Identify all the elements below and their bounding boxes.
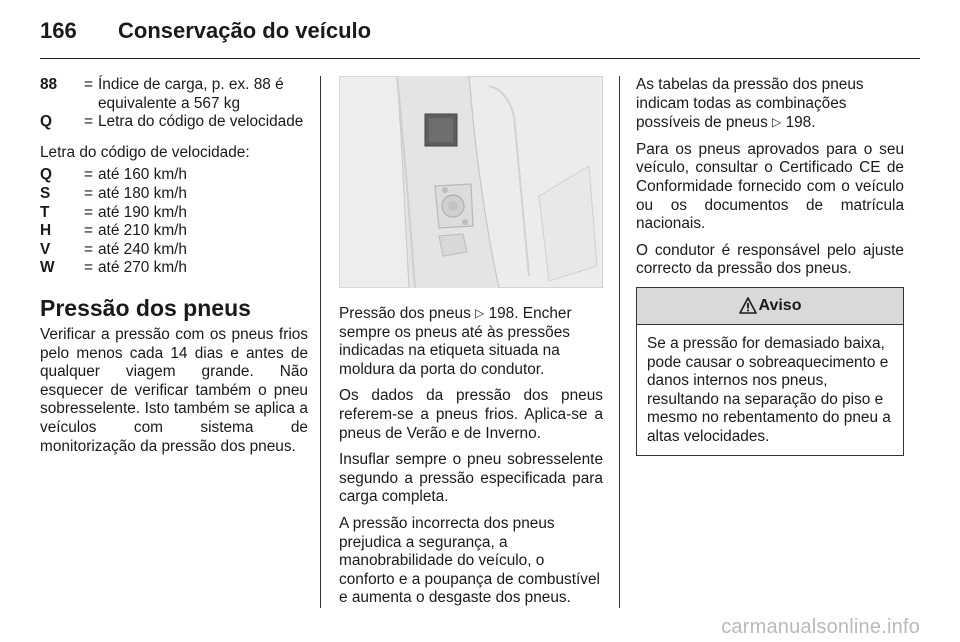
tyre-code-definitions: [40, 76, 308, 132]
para-text: As tabelas da pressão dos pneus indicam todas as combinações possíveis de pneus: [636, 76, 864, 132]
speed-code-list: [40, 166, 308, 278]
speed-code-row: [40, 166, 308, 185]
para-text: .: [811, 114, 816, 132]
reference-arrow-icon: ▷: [475, 306, 485, 320]
warning-text: Se a pressão for demasiado baixa, pode causar o sobreaquecimento e danos internos nos pneus, resultando na separação do piso e mesmo no rebentamento do pneu a altas velocidades.: [647, 334, 891, 445]
column-divider-right: [619, 76, 620, 608]
reference-arrow-icon: ▷: [772, 115, 782, 130]
page-reference: 198: [488, 305, 515, 322]
chapter-title: Conservação do veículo: [118, 18, 372, 43]
definition-value: Letra do código de velocidade: [98, 113, 304, 131]
speed-code-row: [40, 259, 308, 278]
warning-header: [637, 288, 903, 325]
watermark: carmanualsonline.info: [721, 616, 920, 638]
driver-responsibility-paragraph: O condutor é responsável pelo ajuste correcto da pressão dos pneus.: [636, 241, 904, 278]
definition-key: 88: [40, 76, 58, 93]
speed-code-value: até 270 km/h: [98, 259, 187, 277]
warning-box: [636, 287, 904, 456]
speed-code-equals: =: [84, 184, 93, 202]
speed-code-equals: =: [84, 203, 93, 221]
warning-triangle-icon: [739, 297, 757, 314]
speed-code-value: até 180 km/h: [98, 184, 187, 202]
column-right: [636, 76, 904, 456]
pressure-tables-paragraph: [636, 76, 904, 133]
page-reference: 198: [785, 114, 812, 132]
definition-row: [40, 113, 308, 132]
definition-value: Índice de carga, p. ex. 88 é equivalente a 567 kg: [98, 76, 284, 112]
page-number: 166: [40, 18, 77, 43]
speed-code-equals: =: [84, 166, 93, 184]
tyre-pressure-paragraph-1: [339, 304, 603, 379]
speed-code-equals: =: [84, 222, 93, 240]
speed-code-key: V: [40, 240, 51, 258]
page-header: [40, 14, 920, 59]
door-frame-illustration: [339, 76, 603, 288]
section-paragraph: Verificar a pressão com os pneus frios pelo menos cada 14 dias e antes de qualquer viagem grande. Não esquecer de verificar também o pneu sobresselente. Isto também se aplica a veículos com sistema de monitorização da pressão dos pneus.: [40, 325, 308, 455]
para-text: Pressão dos pneus: [339, 305, 471, 322]
approved-tyres-paragraph: Para os pneus aprovados para o seu veículo, consultar o Certificado CE de Conformidade fornecido com o veículo ou os documentos de matrícula nacionais.: [636, 140, 904, 233]
speed-code-value: até 190 km/h: [98, 203, 187, 221]
definition-key: Q: [40, 113, 52, 131]
speed-code-key: W: [40, 259, 55, 277]
speed-code-row: [40, 241, 308, 260]
warning-title: Aviso: [758, 296, 802, 314]
speed-code-value: até 240 km/h: [98, 240, 187, 258]
section-title: Pressão dos pneus: [40, 294, 251, 321]
speed-code-row: [40, 222, 308, 241]
speed-code-equals: =: [84, 240, 93, 258]
column-divider-left: [320, 76, 321, 608]
speed-code-key: S: [40, 184, 51, 202]
para-text: . Encher sempre os pneus até às pressões indicadas na etiqueta situada na moldura da porta do condutor.: [339, 305, 572, 378]
door-frame-drawing: [339, 76, 603, 288]
speed-code-value: até 210 km/h: [98, 222, 187, 240]
speed-code-equals: =: [84, 259, 93, 277]
speed-code-key: T: [40, 203, 50, 221]
tyre-pressure-paragraph-2: Os dados da pressão dos pneus referem-se a pneus frios. Aplica-se a pneus de Verão e de Inverno.: [339, 387, 603, 442]
speed-code-row: [40, 204, 308, 223]
column-middle: [339, 76, 603, 616]
definition-equals: =: [84, 113, 93, 131]
definition-equals: =: [84, 76, 93, 93]
speed-code-key: H: [40, 222, 52, 240]
speed-code-intro: Letra do código de velocidade:: [40, 143, 250, 161]
tyre-pressure-paragraph-3: Insuflar sempre o pneu sobresselente segundo a pressão especificada para carga completa.: [339, 451, 603, 506]
column-left: [40, 76, 308, 464]
speed-code-value: até 160 km/h: [98, 166, 187, 184]
tyre-pressure-paragraph-4: A pressão incorrecta dos pneus prejudica a segurança, a manobrabilidade do veículo, o conforto e a poupança de combustível e aumenta o desgaste dos pneus.: [339, 514, 600, 607]
definition-row: [40, 76, 308, 113]
speed-code-row: [40, 185, 308, 204]
speed-code-key: Q: [40, 166, 52, 184]
